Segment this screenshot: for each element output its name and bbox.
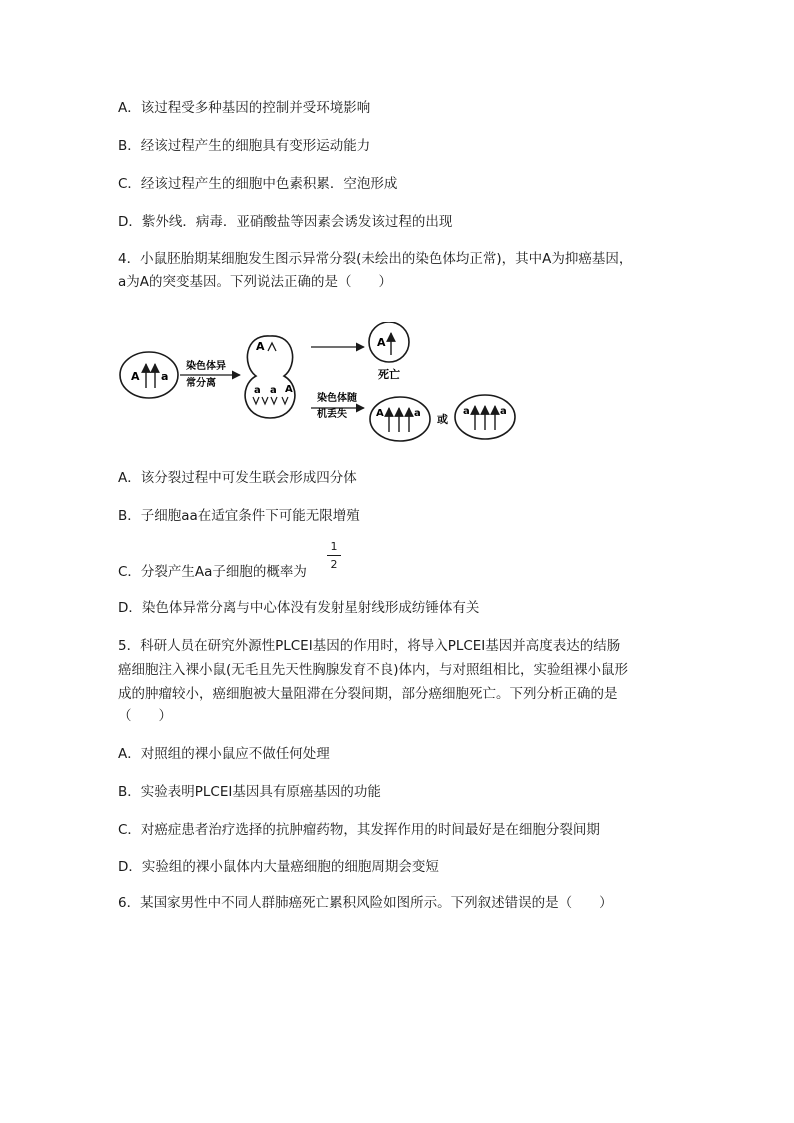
q4-stem-line-1: 4．小鼠胚胎期某细胞发生图示异常分裂(未绘出的染色体均正常)，其中A为抑癌基因， [118, 251, 633, 267]
dividing-bottom-gene-a-2: a [270, 385, 277, 396]
parent-cell [120, 352, 178, 398]
dead-cell-gene-A: A [377, 336, 386, 349]
daughter-cell-aaa-option1 [370, 397, 430, 441]
cell-division-diagram [118, 322, 518, 447]
arrow2-label-line2: 机丢失 [317, 409, 347, 420]
q5-option-a: A．对照组的裸小鼠应不做任何处理 [118, 746, 330, 762]
q6-stem: 6．某国家男性中不同人群肺癌死亡累积风险如图所示。下列叙述错误的是（ ） [118, 895, 613, 911]
q5-option-c: C．对癌症患者治疗选择的抗肿瘤药物，其发挥作用的时间最好是在细胞分裂间期 [118, 822, 600, 838]
q4-option-d: D．染色体异常分离与中心体没有发射星射线形成纺锤体有关 [118, 600, 480, 616]
fraction-one-half [327, 540, 341, 571]
dividing-top-gene-A: A [256, 340, 265, 353]
dividing-bottom-gene-A: A [285, 384, 293, 395]
arrow1-label-line1: 染色体异 [186, 361, 226, 372]
q5-stem-line-3: 成的肿瘤较小，癌细胞被大量阻滞在分裂间期，部分癌细胞死亡。下列分析正确的是 [118, 686, 618, 702]
arrow2-label-line1: 染色体随 [317, 393, 357, 404]
dead-daughter-cell [369, 322, 409, 362]
q5-option-b: B．实验表明PLCEI基因具有原癌基因的功能 [118, 784, 381, 800]
q3-option-b: B．经该过程产生的细胞具有变形运动能力 [118, 138, 371, 154]
dividing-bottom-chromosomes [253, 397, 288, 404]
q3-option-a: A．该过程受多种基因的控制并受环境影响 [118, 100, 371, 116]
q5-stem-line-4: （ ） [118, 708, 172, 724]
q5-option-d: D．实验组的裸小鼠体内大量癌细胞的细胞周期会变短 [118, 859, 439, 875]
daughter1-gene-a: a [414, 408, 421, 419]
daughter2-gene-a-2: a [500, 406, 507, 417]
daughter2-gene-a-1: a [463, 406, 470, 417]
dividing-top-chromosome [268, 343, 276, 351]
fraction-denominator: 2 [330, 558, 338, 571]
parent-gene-a-label: a [161, 370, 169, 383]
dividing-bottom-gene-a-1: a [254, 385, 261, 396]
q3-option-c: C．经该过程产生的细胞中色素积累．空泡形成 [118, 176, 398, 192]
q3-option-d: D．紫外线．病毒．亚硝酸盐等因素会诱发该过程的出现 [118, 214, 453, 230]
arrow1-label-line2: 常分离 [186, 378, 216, 389]
fraction-numerator: 1 [330, 540, 338, 553]
q4-option-a: A．该分裂过程中可发生联会形成四分体 [118, 470, 357, 486]
q5-stem-line-2: 癌细胞注入裸小鼠(无毛且先天性胸腺发育不良)体内，与对照组相比，实验组裸小鼠形 [118, 662, 629, 678]
q5-stem-line-1: 5．科研人员在研究外源性PLCEI基因的作用时，将导入PLCEI基因并高度表达的结肠 [118, 638, 621, 654]
or-label: 或 [437, 413, 448, 426]
q4-option-c: C．分裂产生Aa子细胞的概率为 [118, 564, 307, 580]
dead-label: 死亡 [378, 368, 400, 381]
parent-gene-A-label: A [131, 370, 140, 383]
q4-stem-line-2: a为A的突变基因。下列说法正确的是（ ） [118, 274, 393, 290]
daughter1-gene-A: A [376, 408, 384, 419]
q4-option-b: B．子细胞aa在适宜条件下可能无限增殖 [118, 508, 360, 524]
